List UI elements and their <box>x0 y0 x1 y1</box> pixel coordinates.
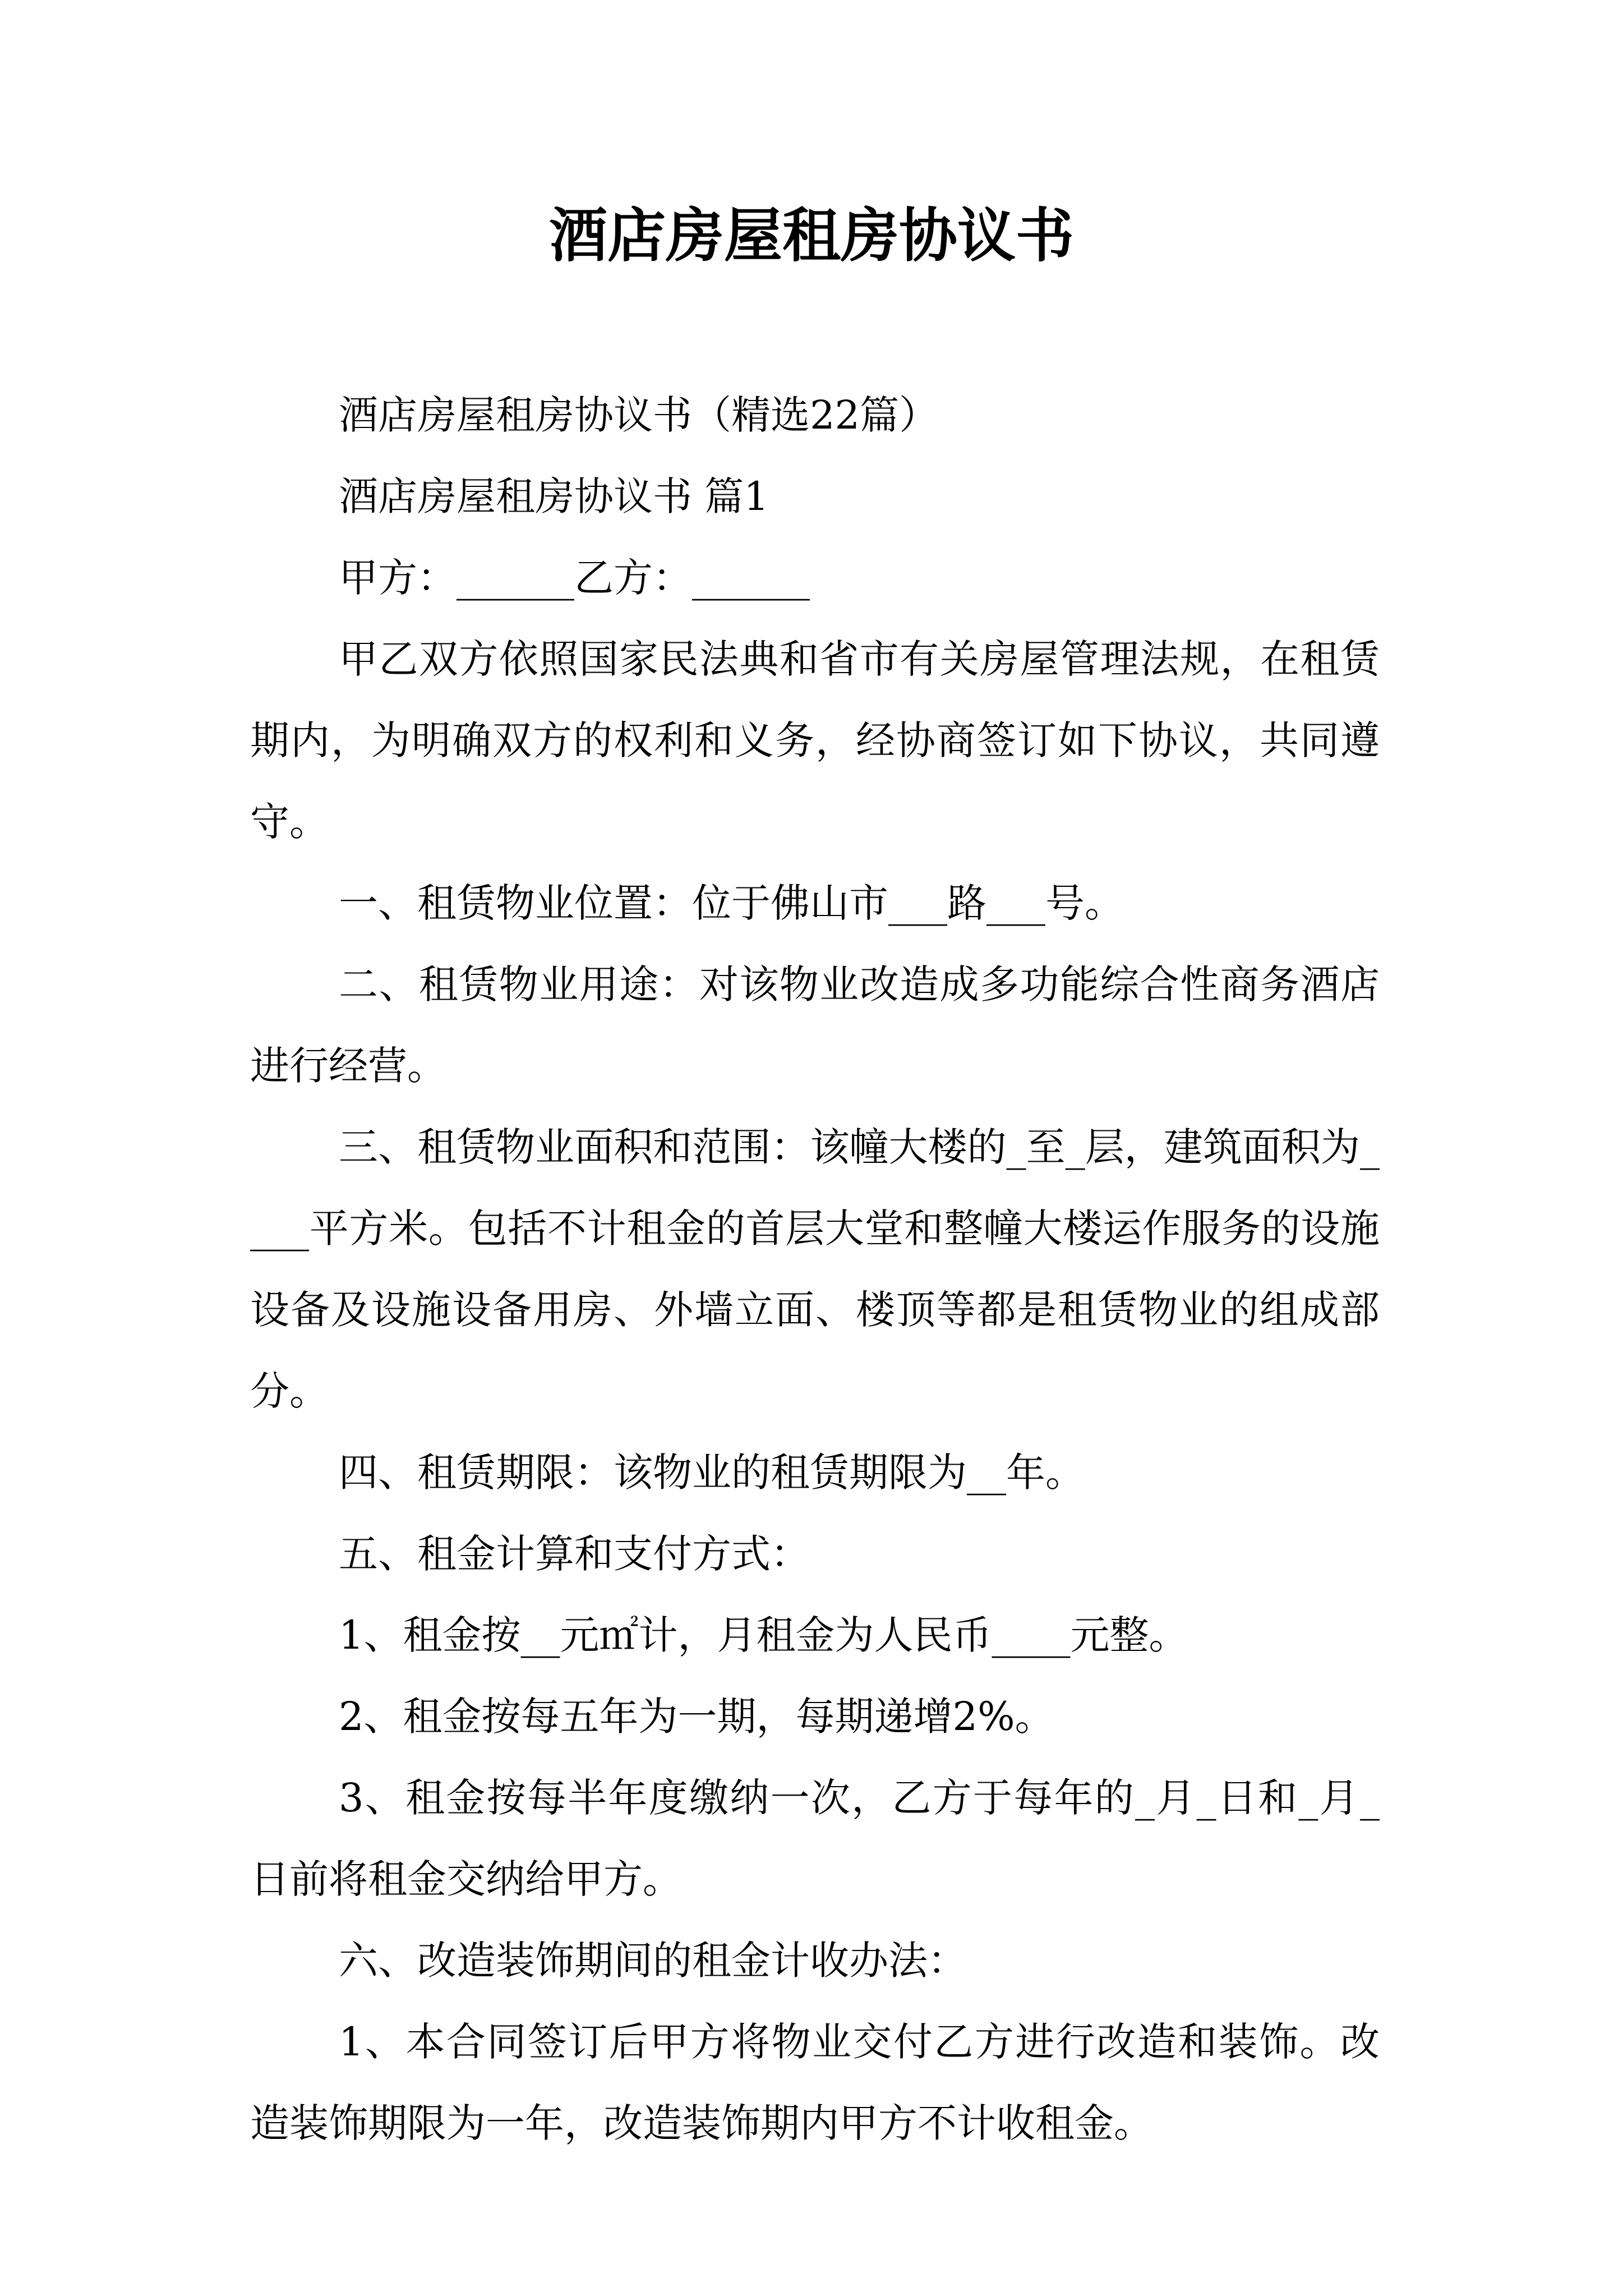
clause-2-usage: 二、租赁物业用途：对该物业改造成多功能综合性商务酒店进行经营。 <box>250 961 1380 1089</box>
clause-6-renovation: 六、改造装饰期间的租金计收办法： <box>339 1938 967 1984</box>
clause-5-item-2: 2、租金按每五年为一期，每期递增2%。 <box>339 1694 1054 1740</box>
paragraph-intro: 甲乙双方依照国家民法典和省市有关房屋管理法规，在租赁期内，为明确双方的权利和义务，经协商签订如下协议，共同遵守。 <box>250 636 1380 845</box>
clause-5-item-3: 3、租金按每半年度缴纳一次，乙方于每年的_月_日和_月_日前将租金交纳给甲方。 <box>250 1775 1380 1902</box>
clause-5-item-1: 1、租金按__元㎡计，月租金为人民币____元整。 <box>339 1612 1188 1658</box>
clause-4-term: 四、租赁期限：该物业的租赁期限为__年。 <box>339 1450 1085 1496</box>
section-heading: 酒店房屋租房协议书 篇1 <box>339 473 769 519</box>
clause-3-area: 三、租赁物业面积和范围：该幢大楼的_至_层，建筑面积为____平方米。包括不计租金的首层大堂和整幢大楼运作服务的设施设备及设施设备用房、外墙立面、楼顶等都是租赁物业的组成部分。 <box>250 1124 1380 1414</box>
clause-5-rent: 五、租金计算和支付方式： <box>339 1531 810 1577</box>
document-body <box>250 375 1380 2164</box>
clause-1-location: 一、租赁物业位置：位于佛山市___路___号。 <box>339 880 1124 926</box>
document-title: 酒店房屋租房协议书 <box>548 201 1074 270</box>
clause-6-item-1: 1、本合同签订后甲方将物业交付乙方进行改造和装饰。改造装饰期限为一年，改造装饰期内甲方不计收租金。 <box>250 2019 1380 2146</box>
parties-line: 甲方：______乙方：______ <box>339 555 810 601</box>
subtitle-selection: 酒店房屋租房协议书（精选22篇） <box>339 392 939 438</box>
